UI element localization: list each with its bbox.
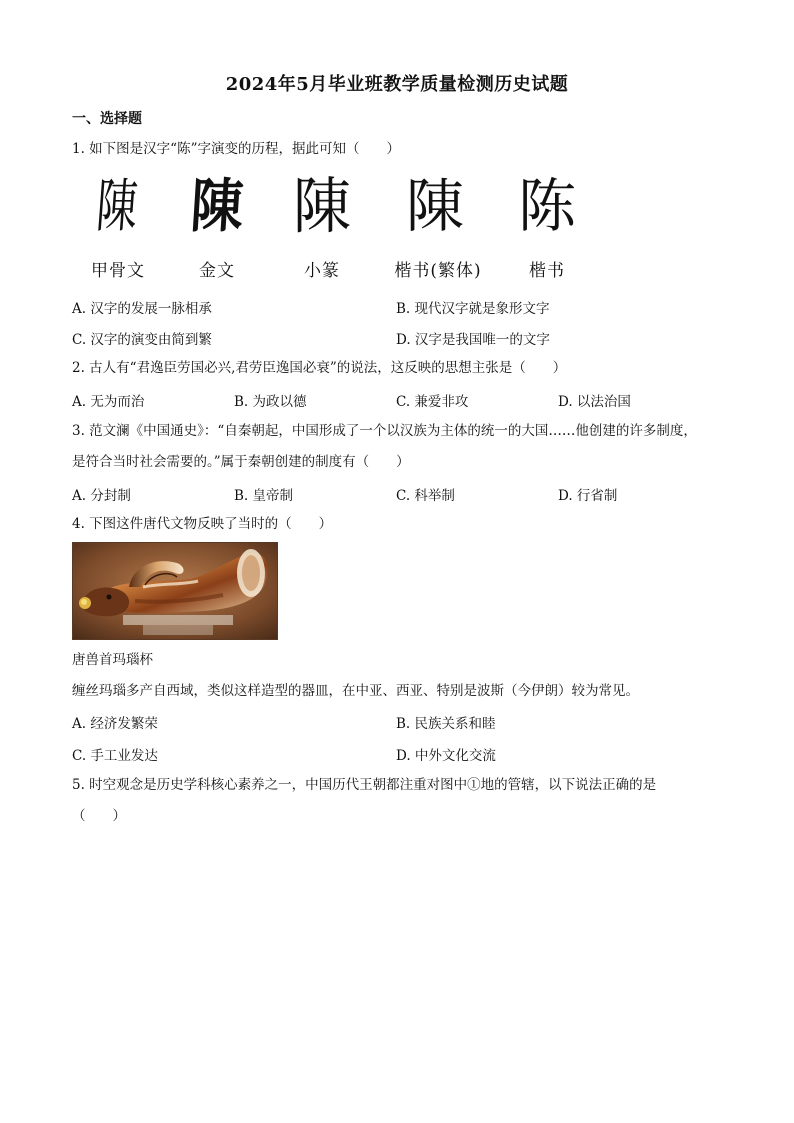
q4-option-d[interactable]: D. 中外文化交流 [396,748,496,764]
q4-option-c[interactable]: C. 手工业发达 [72,748,158,764]
glyph-small-seal: 陳 [292,170,351,242]
q2-option-a[interactable]: A. 无为而治 [72,394,145,410]
q1-option-b[interactable]: B. 现代汉字就是象形文字 [396,301,550,317]
glyph-regular-traditional: 陳 [405,172,464,240]
glyph-label-small-seal: 小篆 [304,261,340,281]
question-3-stem-line-2: 是符合当时社会需要的。”属于秦朝创建的制度有（ ） [72,454,410,470]
page-title: 2024年5月毕业班教学质量检测历史试题 [225,74,569,95]
glyph-label-oracle-bone: 甲骨文 [91,261,145,281]
question-5-stem-line-1: 5. 时空观念是历史学科核心素养之一，中国历代王朝都注重对图中①地的管辖，以下说法正确的是 [72,777,657,793]
glyph-oracle-bone: 陳 [94,172,140,240]
q3-option-b[interactable]: B. 皇帝制 [234,488,294,504]
q3-option-c[interactable]: C. 科举制 [396,488,455,504]
q1-option-c[interactable]: C. 汉字的演变由简到繁 [72,332,212,348]
q2-option-b[interactable]: B. 为政以德 [234,394,307,410]
glyph-label-regular-simplified: 楷书 [529,261,565,281]
q4-option-b[interactable]: B. 民族关系和睦 [396,716,496,732]
question-4-stem: 4. 下图这件唐代文物反映了当时的（ ） [72,516,333,532]
q1-option-d[interactable]: D. 汉字是我国唯一的文字 [396,332,550,348]
q2-option-d[interactable]: D. 以法治国 [558,394,631,410]
q1-option-a[interactable]: A. 汉字的发展一脉相承 [72,301,212,317]
question-1-stem: 1. 如下图是汉字“陈”字演变的历程，据此可知（ ） [72,141,400,157]
q3-option-a[interactable]: A. 分封制 [72,488,131,504]
q2-option-c[interactable]: C. 兼爱非攻 [396,394,469,410]
photo-description: 缠丝玛瑙多产自西域，类似这样造型的器皿，在中亚、西亚、特别是波斯（今伊朗）较为常见。 [72,683,639,699]
glyph-regular-simplified: 陈 [517,172,576,240]
glyph-label-bronze: 金文 [199,261,235,281]
glyph-label-regular-traditional: 楷书(繁体) [394,261,482,281]
q3-option-d[interactable]: D. 行省制 [558,488,618,504]
photo-caption: 唐兽首玛瑙杯 [72,652,153,668]
agate-cup-photo [72,542,278,640]
question-5-stem-line-2: （ ） [72,808,126,824]
question-3-stem-line-1: 3. 范文澜《中国通史》：“自秦朝起，中国形成了一个以汉族为主体的统一的大国……他创建的许多制度， [72,423,697,439]
question-2-stem: 2. 古人有“君逸臣劳国必兴,君劳臣逸国必衰”的说法，这反映的思想主张是（ ） [72,360,567,376]
section-heading: 一、选择题 [72,111,142,127]
character-evolution-figure [72,170,612,285]
q4-option-a[interactable]: A. 经济发繁荣 [72,716,158,732]
glyph-bronze: 陳 [188,172,246,240]
